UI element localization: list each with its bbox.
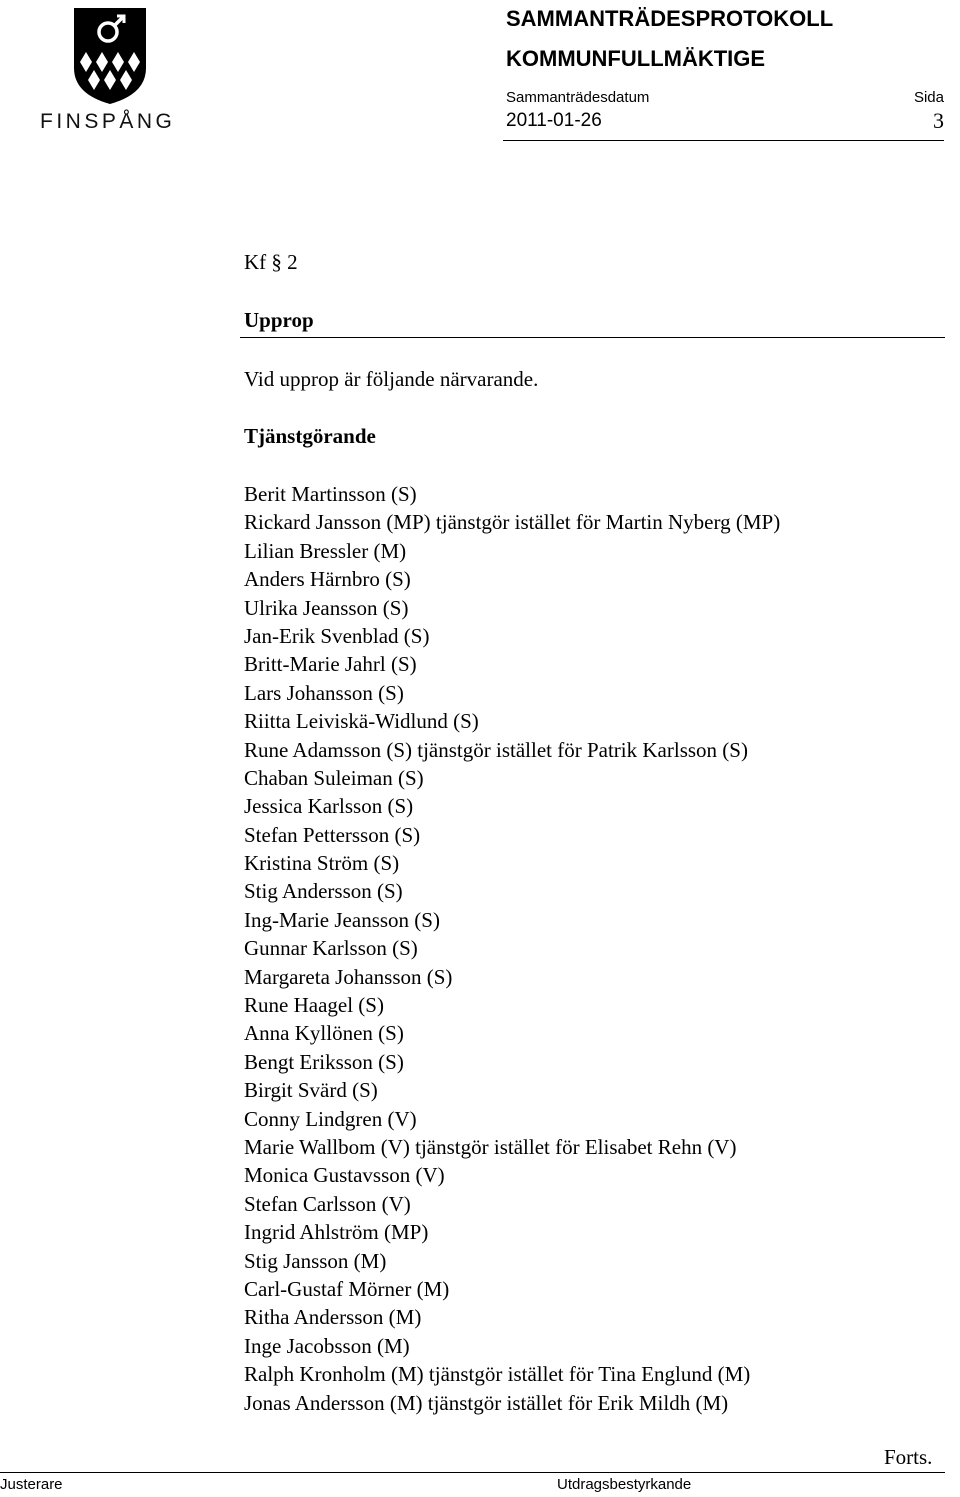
list-item: Jonas Andersson (M) tjänstgör istället för Erik Mildh (M) bbox=[244, 1390, 729, 1415]
list-item: Birgit Svärd (S) bbox=[244, 1078, 378, 1103]
list-item: Riitta Leiviskä-Widlund (S) bbox=[244, 709, 479, 734]
list-item: Berit Martinsson (S) bbox=[244, 482, 417, 506]
list-item: Ralph Kronholm (M) tjänstgör istället för Tina Englund (M) bbox=[244, 1362, 751, 1387]
list-item: Monica Gustavsson (V) bbox=[244, 1163, 445, 1188]
list-item: Ritha Andersson (M) bbox=[244, 1305, 422, 1330]
list-item: Chaban Suleiman (S) bbox=[244, 765, 424, 790]
list-item: Anna Kyllönen (S) bbox=[244, 1021, 404, 1046]
list-item: Ingrid Ahlström (MP) bbox=[244, 1220, 429, 1245]
attendees-heading: Tjänstgörande bbox=[244, 424, 376, 448]
list-item: Margareta Johansson (S) bbox=[244, 964, 453, 989]
list-item: Jan-Erik Svenblad (S) bbox=[244, 623, 430, 648]
list-item: Rickard Jansson (MP) tjänstgör istället för Martin Nyberg (MP) bbox=[244, 510, 781, 535]
certification-label: Utdragsbestyrkande bbox=[557, 1476, 692, 1493]
paragraph-number: Kf § 2 bbox=[244, 250, 298, 274]
list-item: Anders Härnbro (S) bbox=[244, 567, 411, 592]
document-title: SAMMANTRÄDESPROTOKOLL bbox=[506, 6, 834, 31]
section-title: Upprop bbox=[244, 308, 314, 332]
intro-text: Vid upprop är följande närvarande. bbox=[244, 367, 539, 391]
list-item: Stefan Pettersson (S) bbox=[244, 822, 421, 847]
list-item: Marie Wallbom (V) tjänstgör istället för Elisabet Rehn (V) bbox=[244, 1134, 737, 1159]
list-item: Stig Jansson (M) bbox=[244, 1248, 387, 1273]
list-item: Gunnar Karlsson (S) bbox=[244, 936, 418, 961]
meeting-date: 2011-01-26 bbox=[506, 110, 602, 131]
list-item: Stefan Carlsson (V) bbox=[244, 1191, 411, 1216]
header-divider bbox=[503, 140, 944, 141]
list-item: Bengt Eriksson (S) bbox=[244, 1049, 404, 1074]
adjuster-label: Justerare bbox=[0, 1476, 63, 1493]
list-item: Lars Johansson (S) bbox=[244, 680, 404, 705]
list-item: Rune Adamsson (S) tjänstgör istället för Patrik Karlsson (S) bbox=[244, 737, 748, 762]
footer-divider bbox=[0, 1472, 945, 1473]
list-item: Carl-Gustaf Mörner (M) bbox=[244, 1276, 450, 1301]
meeting-date-label: Sammanträdesdatum bbox=[506, 89, 650, 106]
coat-of-arms-icon bbox=[72, 6, 148, 106]
list-item: Conny Lindgren (V) bbox=[244, 1106, 417, 1131]
logo-wordmark: FINSPÅNG bbox=[40, 110, 176, 133]
list-item: Inge Jacobsson (M) bbox=[244, 1333, 410, 1358]
committee-name: KOMMUNFULLMÄKTIGE bbox=[506, 46, 766, 71]
section-divider bbox=[240, 337, 945, 338]
list-item: Lilian Bressler (M) bbox=[244, 538, 407, 563]
list-item: Jessica Karlsson (S) bbox=[244, 794, 414, 819]
municipality-logo bbox=[40, 6, 180, 132]
page-label: Sida bbox=[913, 89, 944, 106]
list-item: Ulrika Jeansson (S) bbox=[244, 595, 409, 620]
list-item: Kristina Ström (S) bbox=[244, 851, 400, 876]
list-item: Rune Haagel (S) bbox=[244, 993, 384, 1018]
list-item: Britt-Marie Jahrl (S) bbox=[244, 652, 417, 677]
attendee-list bbox=[244, 480, 780, 1417]
continued-marker: Forts. bbox=[884, 1445, 933, 1469]
page-number: 3 bbox=[933, 108, 944, 133]
list-item: Ing-Marie Jeansson (S) bbox=[244, 907, 440, 932]
list-item: Stig Andersson (S) bbox=[244, 879, 403, 904]
